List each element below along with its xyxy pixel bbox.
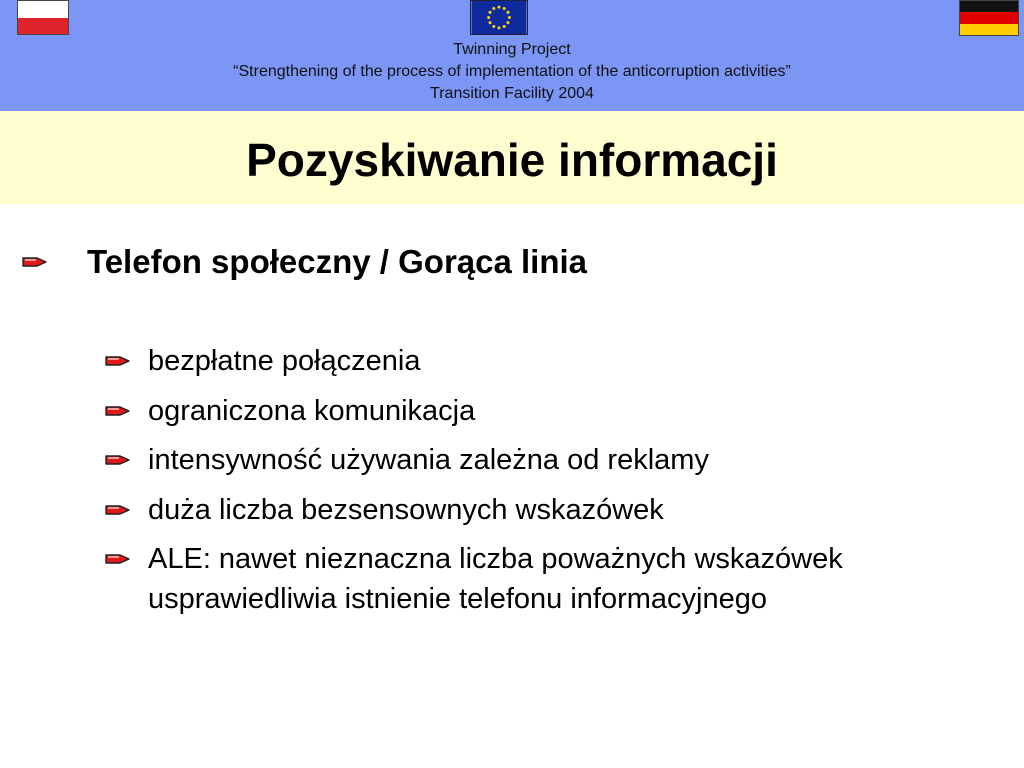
page-title: Pozyskiwanie informacji xyxy=(246,134,778,186)
project-name: Twinning Project xyxy=(453,41,571,58)
list-item xyxy=(105,539,1005,615)
project-facility: Transition Facility 2004 xyxy=(430,85,594,102)
list-item xyxy=(105,391,1005,441)
project-subtitle: “Strengthening of the process of implementation of the anticorruption activities” xyxy=(233,63,791,80)
germany-flag-icon xyxy=(959,0,1019,36)
list-item-text: intensywność używania zależna od reklamy xyxy=(148,444,709,476)
poland-flag-icon xyxy=(17,0,69,35)
list-item-text: ALE: nawet nieznaczna liczba poważnych wskazówek usprawiedliwia istnienie telefonu informacyjnego xyxy=(148,543,843,615)
header-banner xyxy=(0,0,1024,111)
list-item xyxy=(105,440,1005,490)
red-arrow-bullet-icon xyxy=(105,354,131,368)
red-arrow-bullet-icon xyxy=(105,552,131,566)
list-item xyxy=(105,490,1005,540)
eu-flag-icon xyxy=(470,0,528,35)
red-arrow-bullet-icon xyxy=(105,404,131,418)
main-bullet-text: Telefon społeczny / Gorąca linia xyxy=(87,243,588,280)
red-arrow-bullet-icon xyxy=(22,255,48,269)
list-item xyxy=(105,341,1005,391)
sub-bullet-list xyxy=(105,341,1005,615)
red-arrow-bullet-icon xyxy=(105,453,131,467)
list-item-text: duża liczba bezsensownych wskazówek xyxy=(148,493,664,526)
red-arrow-bullet-icon xyxy=(105,503,131,517)
list-item-text: bezpłatne połączenia xyxy=(148,345,421,377)
list-item-text: ograniczona komunikacja xyxy=(148,394,476,427)
project-header-text xyxy=(0,39,1024,105)
